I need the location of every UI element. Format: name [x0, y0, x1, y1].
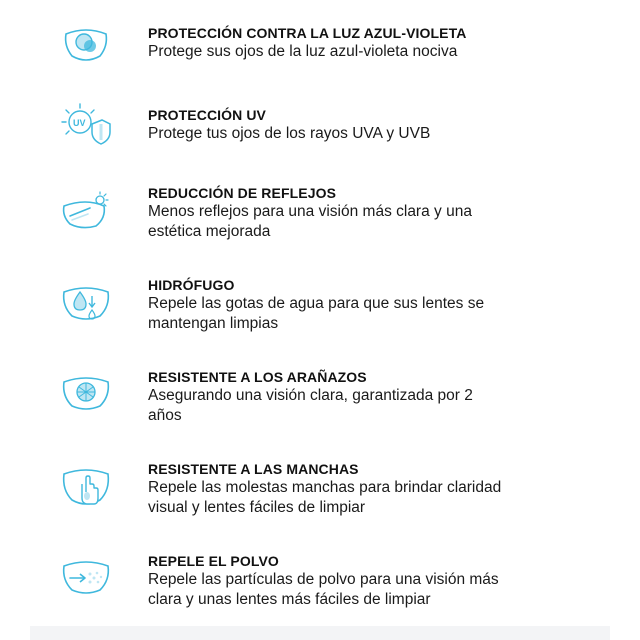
- feature-title: PROTECCIÓN CONTRA LA LUZ AZUL-VIOLETA: [148, 25, 467, 41]
- feature-description-line: años: [148, 407, 182, 424]
- dust-repellent-icon: [60, 554, 112, 600]
- feature-title: RESISTENTE A LOS ARAÑAZOS: [148, 369, 367, 385]
- feature-title: RESISTENTE A LAS MANCHAS: [148, 461, 359, 477]
- smudge-resistant-icon: [60, 464, 112, 510]
- feature-description-line: Asegurando una visión clara, garantizada por 2: [148, 387, 473, 404]
- feature-description-line: Repele las gotas de agua para que sus lentes se: [148, 295, 485, 312]
- feature-title: PROTECCIÓN UV: [148, 107, 266, 123]
- scratch-resistant-icon: [60, 370, 112, 416]
- anti-reflection-icon: [60, 190, 112, 236]
- feature-description-line: clara y unas lentes más fáciles de limpiar: [148, 591, 431, 608]
- feature-title: REPELE EL POLVO: [148, 553, 279, 569]
- blue-light-lens-icon: [60, 22, 112, 68]
- feature-title: REDUCCIÓN DE REFLEJOS: [148, 185, 337, 201]
- feature-description-line: visual y lentes fáciles de limpiar: [148, 499, 366, 516]
- feature-description: Protege sus ojos de la luz azul-violeta nociva: [148, 43, 458, 60]
- svg-text:UV: UV: [73, 118, 86, 128]
- feature-description-line: Repele las partículas de polvo para una visión más: [148, 571, 499, 588]
- feature-description-line: estética mejorada: [148, 223, 271, 240]
- feature-description-line: mantengan limpias: [148, 315, 279, 332]
- feature-description: Protege tus ojos de los rayos UVA y UVB: [148, 125, 431, 142]
- feature-title: HIDRÓFUGO: [148, 277, 235, 293]
- water-drop-icon: [60, 280, 112, 326]
- bottom-divider: [30, 626, 610, 640]
- feature-description-line: Repele las molestas manchas para brindar claridad: [148, 479, 502, 496]
- uv-shield-icon: [60, 100, 112, 146]
- feature-description-line: Menos reflejos para una visión más clara y una: [148, 203, 472, 220]
